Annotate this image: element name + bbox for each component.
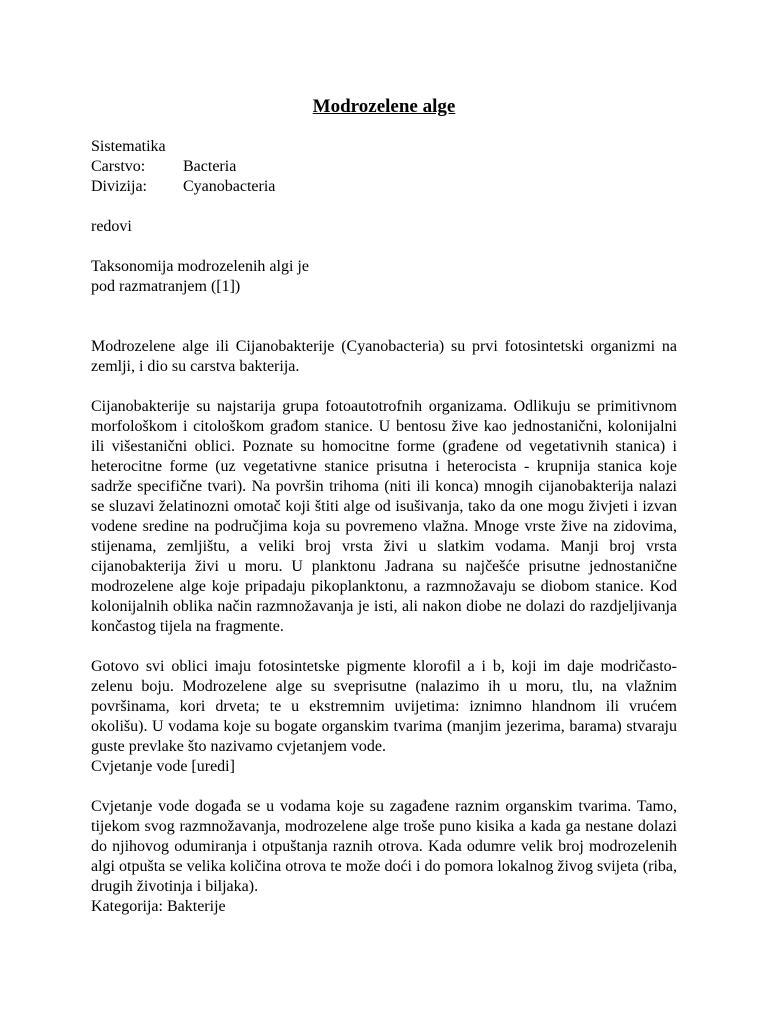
description-paragraph: Cijanobakterije su najstarija grupa fotoautotrofnih organizama. Odlikuju se primitivnom morfološkom i citološkom građom stanice. U bentosu žive kao jednostanični, kolonijalni ili višestanični oblici. Poznate su homocitne forme (građene od vegetativnih stanica) i heterocitne forme (uz vegetativne stanice prisutna i heterocista - krupnija stanica koje sadrže specifične tvari). Na površin trihoma (niti ili konca) mnogih cijanobakterija nalazi se sluzavi želatinozni omotač koji štiti alge od isušivanja, tako da one mogu živjeti i izvan vodene sredine na područjima koja su povremeno vlažna. Mnoge vrste žive na zidovima, stijenama, zemljištu, a veliki broj vrsta živi u slatkim vodama. Manji broj vrsta cijanobakterija živi u moru. U planktonu Jadrana su najčešće prisutne jednostanične modrozelene alge koje pripadaju pikoplanktonu, a razmnožavaju se diobom stanice. Kod kolonijalnih oblika način razmnožavanja je isti, ali nakon diobe ne dolazi do razdjeljivanja končastog tijela na fragmente.: [91, 398, 677, 635]
document-title: Modrozelene alge: [312, 96, 456, 117]
kategorija-line: Kategorija: Bakterije: [91, 898, 226, 915]
divizija-value: Cyanobacteria: [183, 178, 276, 195]
carstvo-label: Carstvo:: [91, 158, 146, 175]
carstvo-row: [91, 157, 677, 177]
carstvo-value: Bacteria: [183, 158, 237, 175]
cvjetanje-paragraph: Cvjetanje vode događa se u vodama koje su zagađene raznim organskim tvarima. Tamo, tijekom svog razmnožavanja, modrozelene alge troše puno kisika a kada ga nestane dolazi do njihovog odumiranja i otpuštanja raznih otrova. Kada odumre velik broj modrozelenih algi otpušta se velika količina otrova te može doći i do pomora lokalnog živog svijeta (riba, drugih životinja i biljaka).: [91, 798, 677, 895]
redovi-text: redovi: [91, 218, 132, 235]
pigment-paragraph: Gotovo svi oblici imaju fotosintetske pigmente klorofil a i b, koji im daje modričasto-zelenu boju. Modrozelene alge su sveprisutne (nalazimo ih u moru, tlu, na vlažnim površinama, kori drveta; te u ekstremnim uvijetima: iznimno hlandnom ili vrućem okolišu). U vodama koje su bogate organskim tvarima (manjim jezerima, barama) stvaraju guste prevlake što nazivamo cvjetanjem vode.: [91, 658, 677, 755]
cvjetanje-heading: Cvjetanje vode [uredi]: [91, 758, 235, 775]
taksonomija-line-1: Taksonomija modrozelenih algi je: [91, 258, 309, 275]
divizija-label: Divizija:: [91, 178, 147, 195]
sistematika-heading: Sistematika: [91, 138, 166, 155]
intro-paragraph: Modrozelene alge ili Cijanobakterije (Cyanobacteria) su prvi fotosintetski organizmi na zemlji, i dio su carstva bakterija.: [91, 338, 677, 375]
document-page: [91, 95, 677, 917]
taksonomija-line-2: pod razmatranjem ([1]): [91, 278, 241, 295]
divizija-row: [91, 177, 677, 197]
